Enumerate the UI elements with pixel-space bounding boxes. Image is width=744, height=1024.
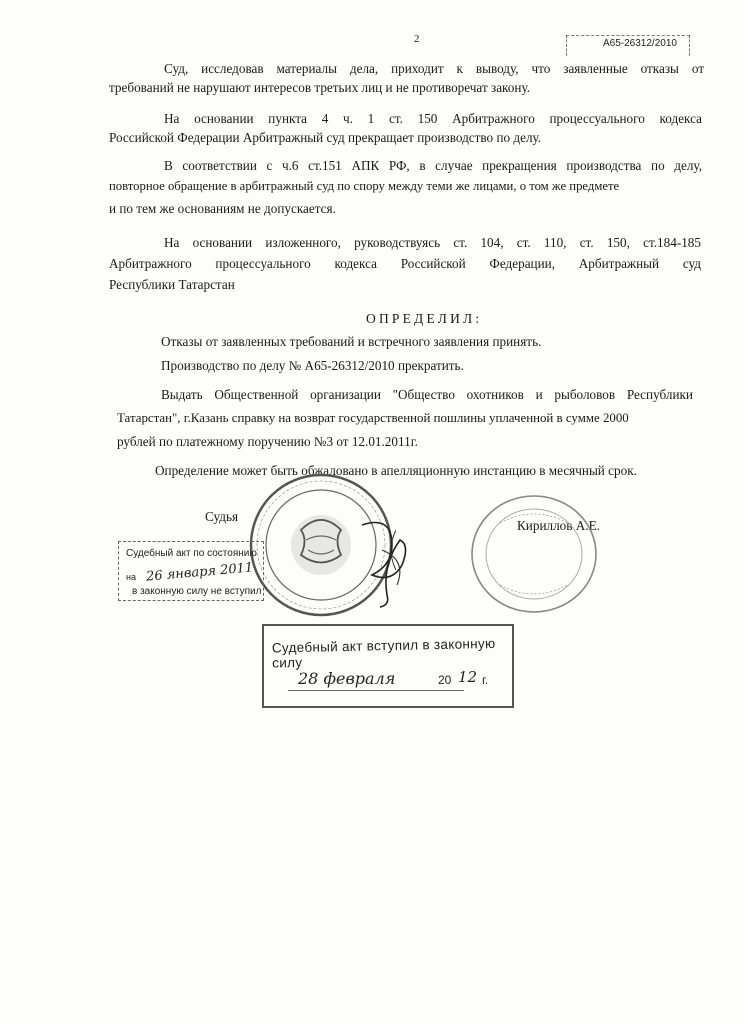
case-number: А65-26312/2010 — [603, 38, 677, 49]
body-line: повторное обращение в арбитражный суд по спору между теми же лицами, о том же предмете — [109, 179, 620, 193]
page-number: 2 — [414, 33, 420, 45]
stamp-underline — [288, 690, 464, 691]
ruling-line: Производство по делу № А65-26312/2010 прекратить. — [161, 358, 464, 373]
stamp-line: Судебный акт по состоянию — [126, 548, 257, 559]
body-line: Республики Татарстан — [109, 277, 235, 292]
ruling-line: Татарстан", г.Казань справку на возврат государственной пошлины уплаченной в сумме 2000 — [117, 411, 629, 425]
body-line: В соответствии с ч.6 ст.151 АПК РФ, в случае прекращения производства по делу, — [164, 158, 702, 173]
stamp-line: на — [126, 572, 136, 582]
court-seal-right — [470, 493, 598, 615]
ruling-line: рублей по платежному поручению №3 от 12.01.2011г. — [117, 434, 418, 449]
ruling-line: Выдать Общественной организации "Общество охотников и рыболовов Республики — [161, 387, 693, 402]
ruling-line: Определение может быть обжаловано в апелляционную инстанцию в месячный срок. — [155, 463, 637, 478]
legal-effect-stamp — [262, 624, 514, 708]
stamp-year-prefix: 20 — [438, 673, 452, 687]
judge-name: Кириллов А.Е. — [517, 518, 600, 533]
stamp-handwritten-date: 28 февраля — [298, 669, 396, 688]
ruling-line: Отказы от заявленных требований и встречного заявления принять. — [161, 334, 542, 349]
judge-signature — [352, 505, 422, 615]
body-line: Суд, исследовав материалы дела, приходит к выводу, что заявленные отказы от — [164, 61, 704, 76]
body-line: Арбитражного процессуального кодекса Российской Федерации, Арбитражный суд — [109, 256, 701, 271]
stamp-line: в законную силу не вступил — [132, 586, 262, 597]
stamp-handwritten-date: 26 января 2011 — [145, 560, 254, 585]
stamp-line: Судебный акт вступил в законную силу — [271, 635, 496, 671]
judge-label: Судья — [205, 509, 239, 524]
body-line: Российской Федерации Арбитражный суд прекращает производство по делу. — [109, 130, 542, 145]
legal-status-stamp-small — [118, 541, 262, 603]
body-line: На основании пункта 4 ч. 1 ст. 150 Арбитражного процессуального кодекса — [164, 111, 702, 126]
body-line: требований не нарушают интересов третьих лиц и не противоречат закону. — [109, 80, 531, 95]
body-line: На основании изложенного, руководствуясь ст. 104, ст. 110, ст. 150, ст.184-185 — [164, 235, 701, 250]
stamp-handwritten-year: 12 — [458, 668, 478, 686]
ruling-heading: ОПРЕДЕЛИЛ: — [366, 311, 483, 326]
stamp-year-suffix: г. — [482, 673, 489, 687]
body-line: и по тем же основаниям не допускается. — [109, 201, 336, 216]
